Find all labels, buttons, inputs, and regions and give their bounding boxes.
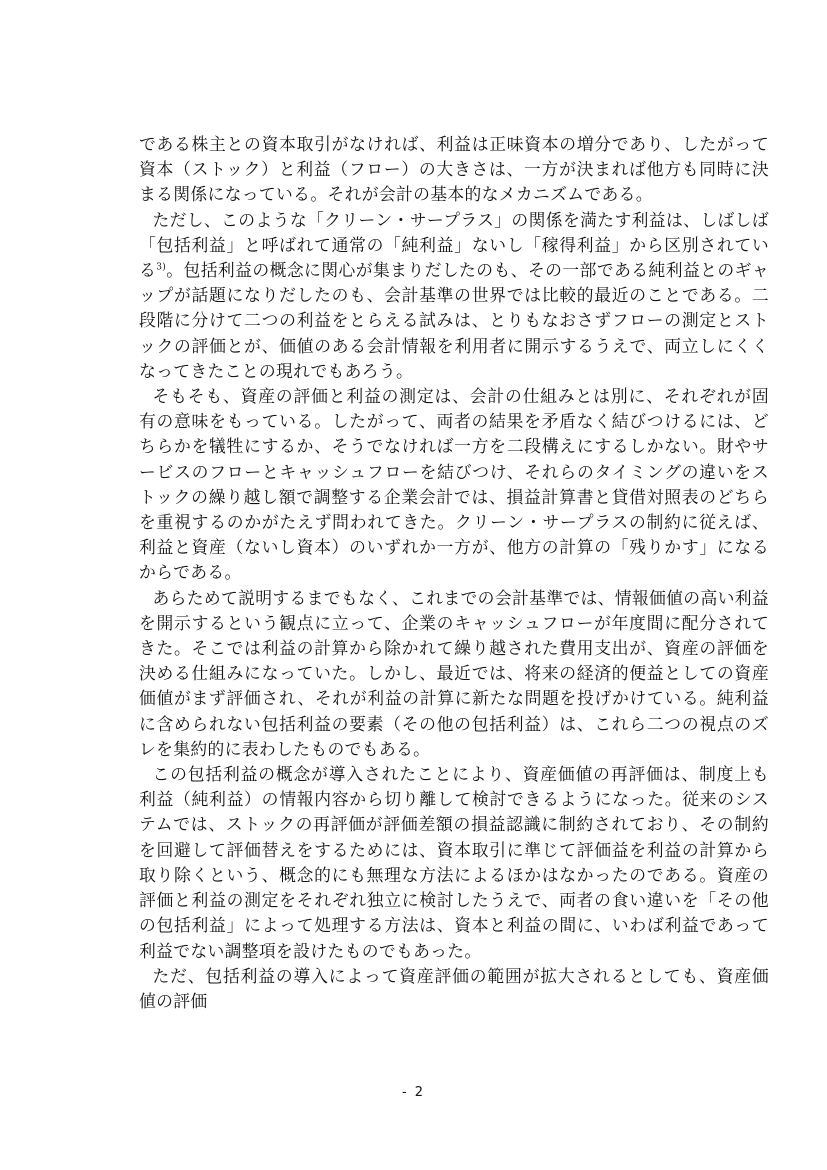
paragraph-2 <box>139 208 769 384</box>
paragraph-4: あらためて説明するまでもなく、これまでの会計基準では、情報価値の高い利益を開示するという観点に立って、企業のキャッシュフローが年度間に配分されてきた。そこでは利益の計算から除かれて繰り越された費用支出が、資産の評価を決める仕組みになっていた。しかし、最近では、将来の経済的便益としての資産価値がまず評価され、それが利益の計算に新たな問題を投げかけている。純利益に含められない包括利益の要素（その他の包括利益）は、これら二つの視点のズレを集約的に表わしたものでもある。 <box>139 587 769 759</box>
paragraph-2-text: ただし、このような「クリーン・サープラス」の関係を満たす利益は、しばしば「包括利益」と呼ばれて通常の「純利益」ないし「稼得利益」から区別されている <box>139 209 769 281</box>
paragraph-5: この包括利益の概念が導入されたことにより、資産価値の再評価は、制度上も利益（純利益）の情報内容から切り離して検討できるようになった。従来のシステムでは、ストックの再評価が評価差額の損益認識に制約されており、その制約を回避して評価替えをするためには、資本取引に準じて評価益を利益の計算から取り除くという、概念的にも無理な方法によるほかはなかったのである。資産の評価と利益の測定をそれぞれ独立に検討したうえで、両者の食い違いを「その他の包括利益」によって処理する方法は、資本と利益の間に、いわば利益であって利益でない調整項を設けたものでもあった。 <box>139 764 769 961</box>
paragraph-6: ただ、包括利益の導入によって資産評価の範囲が拡大されるとしても、資産価値の評価 <box>139 965 769 1011</box>
paragraph-3: そもそも、資産の評価と利益の測定は、会計の仕組みとは別に、それぞれが固有の意味をもっている。したがって、両者の結果を矛盾なく結びつけるには、どちらかを犠牲にするか、そうでなければ一方を二段構えにするしかない。財やサービスのフローとキャッシュフローを結びつけ、それらのタイミングの違いをストックの繰り越し額で調整する企業会計では、損益計算書と貸借対照表のどちらを重視するのかがたえず問われてきた。クリーン・サープラスの制約に従えば、利益と資産（ないし資本）のいずれか一方が、他方の計算の「残りかす」になるからである。 <box>139 386 769 583</box>
document-body <box>139 132 769 1014</box>
paragraph-1: である株主との資本取引がなければ、利益は正味資本の増分であり、したがって資本（ストック）と利益（フロー）の大きさは、一方が決まれば他方も同時に決まる関係になっている。それが会計の基本的なメカニズムである。 <box>139 134 769 205</box>
paragraph-2-text-continued: 。包括利益の概念に関心が集まりだしたのも、その一部である純利益とのギャップが話題になりだしたのも、会計基準の世界では比較的最近のことである。二段階に分けて二つの利益をとらえる試みは、とりもなおさずフローの測定とストックの評価とが、価値のある会計情報を利用者に開示するうえで、両立しにくくなってきたことの現れでもあろう。 <box>139 260 769 381</box>
page-number: - 2 <box>401 1085 426 1100</box>
footnote-reference: 3) <box>156 262 167 273</box>
